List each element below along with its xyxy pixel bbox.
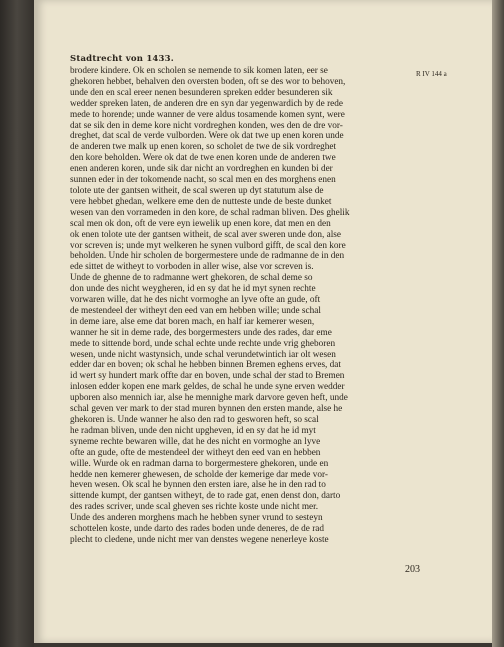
text-line: wanner he sit in deme rade, des borgermesters unde des rades, dar eme	[70, 327, 332, 338]
text-line: scal men ok don, oft de vere eyn iewelik up enen kore, dat men en den	[70, 218, 331, 229]
text-line: heven wesen. Ok scal he bynnen den ersten iare, alse he in den rad to	[70, 480, 326, 491]
text-line: edder dar en boven; ok schal he hebben binnen Bremen eghens erves, dat	[70, 360, 341, 371]
text-line: dreghet, dat scal de verde vulborden. Were ok dat twe up enen koren unde	[70, 131, 344, 142]
text-line: sunnen eder in der tokomende nacht, so scal men en des morghens enen	[70, 175, 336, 186]
text-line: ok enen tolote ute der gantsen witheit, de scal aver sweren unde don, alse	[70, 229, 341, 240]
text-line: vor screven is; unde myt welkeren he synen vulbord gifft, de scal den kore	[70, 240, 346, 251]
page-edge	[492, 0, 504, 647]
text-line: sittende kumpt, der gantsen witheyt, de to rade gat, enen denst don, darto	[70, 491, 341, 502]
text-line: Unde des anderen morghens mach he hebben syner vrund to sesteyn	[70, 513, 323, 524]
text-line: ede sittet de witheyt to vorboden in aller wise, alse vor screven is.	[70, 262, 314, 273]
running-header: Stadtrecht von 1433.	[70, 54, 174, 64]
text-line: schottelen koste, unde darto des rades boden unde deneres, de de rad	[70, 524, 325, 535]
book-binding	[0, 0, 34, 647]
text-line: de mestendeel der witheyt den eed van em hebben wille; unde schal	[70, 305, 321, 316]
text-line: mede to sittende bord, unde schal echte unde rechte unde vrig gheboren	[70, 338, 336, 349]
text-line: unde den en scal ereer nenen besunderen spreken edder besunderen sik	[70, 87, 333, 98]
text-line: des rades scriver, unde scal gheven ses richte koste unde nicht mer.	[70, 502, 319, 513]
text-line: vorwaren wille, dat he des nicht vormoghe an lyve ofte an gude, oft	[70, 295, 321, 306]
text-line: ghekoren hebbet, behalven den oversten boden, oft se des wor to behoven,	[70, 76, 346, 87]
text-line: wille. Wurde ok en radman darna to borgermestere ghekoren, unde en	[70, 458, 329, 469]
text-line: tolote ute der gantsen witheit, de scal sweren up dyt statutum alse de	[70, 185, 324, 196]
text-line: syneme rechte bewaren wille, dat he des nicht en vormoghe an lyve	[70, 436, 321, 447]
text-line: wesen van den vorrameden in den kore, de schal radman bliven. Des ghelik	[70, 207, 350, 218]
text-line: inlosen edder kopen ene mark geldes, de schal he unde syne erven wedder	[70, 382, 345, 393]
page-number: 203	[405, 564, 420, 575]
text-line: vere hebbet ghedan, welkere eme den de nutteste unde de beste dunket	[70, 196, 332, 207]
text-line: schal geven ver mark to der stad muren bynnen den ersten mande, alse he	[70, 404, 343, 415]
text-line: wedder spreken laten, de anderen dre en syn dar yegenwardich by de rede	[70, 98, 344, 109]
text-line: den kore beholden. Were ok dat de twe enen koren unde de anderen twe	[70, 153, 336, 164]
text-line: beholden. Unde hir scholen de borgermestere unde de radmanne de in den	[70, 251, 345, 262]
text-line: hedde nen kemerer ghewesen, de scholde der kemerige dar mede vor-	[70, 469, 328, 480]
text-line: he radman bliven, unde den nicht upgheven, id en sy dat he id myt	[70, 425, 316, 436]
text-line: wesen, unde nicht wastynsich, unde schal verundetwintich iar olt wesen	[70, 349, 336, 360]
text-line: ofte an gude, ofte de mestendeel der witheyt den eed van en hebben	[70, 447, 321, 458]
text-line: don unde des nicht weygheren, id en sy dat he id myt synen rechte	[70, 284, 316, 295]
text-line: de anderen twe malk up enen koren, so scholet de twe de sik vordreghet	[70, 142, 337, 153]
text-line: upboren also mennich iar, alse he mennighe mark darvore geven heft, unde	[70, 393, 348, 404]
text-line: brodere kindere. Ok en scholen se nemende to sik komen laten, eer se	[70, 66, 328, 76]
text-line: Unde de ghenne de to radmanne wert ghekoren, de schal deme so	[70, 273, 313, 284]
text-line: ghekoren is. Unde wanner he also den rad to gesworen heft, so scal	[70, 415, 319, 425]
text-line: mede to horende; unde wanner de vere aldus tosamende komen synt, were	[70, 109, 345, 120]
text-line: dat se sik den in deme kore nicht vordreghen konden, wes den de dre vor-	[70, 120, 343, 131]
text-line: enen anderen koren, unde sik dar nicht an vordreghen en kunden bi der	[70, 164, 333, 175]
text-line: plecht to cledene, unde nicht mer van denstes wegene nenerleye koste	[70, 534, 329, 545]
body-text	[70, 66, 428, 546]
text-line: id wert sy hundert mark offte dar en boven, unde schal der stad to Bremen	[70, 371, 345, 382]
margin-note: R IV 144 a	[416, 70, 447, 78]
text-line: in deme iare, alse eme dat boren mach, en half iar kemerer wesen,	[70, 316, 315, 327]
